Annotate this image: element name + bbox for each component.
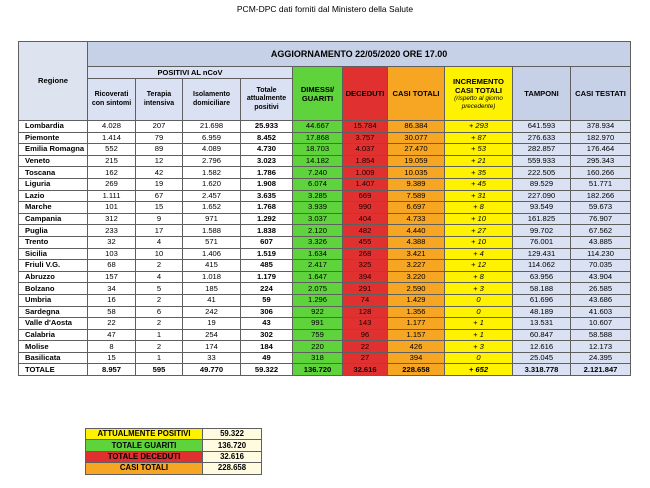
cell-dim: 18.703	[293, 144, 343, 156]
cell-tamp: 93.549	[513, 202, 571, 214]
summary-row	[86, 451, 262, 462]
cell-ric: 1.111	[88, 190, 136, 202]
table-row	[19, 155, 631, 167]
cell-inc: + 3	[445, 283, 513, 295]
cell-dec: 74	[343, 294, 388, 306]
cell-test: 182.970	[571, 132, 631, 144]
cell-ter: 42	[136, 167, 183, 179]
cell-tot: 1.179	[241, 271, 293, 283]
cell-dec: 394	[343, 271, 388, 283]
cell-tot: 59	[241, 294, 293, 306]
cell-iso: 1.652	[183, 202, 241, 214]
cell-test: 10.607	[571, 318, 631, 330]
cell-dec: 268	[343, 248, 388, 260]
cell-test: 2.121.847	[571, 364, 631, 376]
cell-ric: 15	[88, 352, 136, 364]
cell-casi: 4.733	[388, 213, 445, 225]
cell-ter: 2	[136, 341, 183, 353]
cell-tot: 607	[241, 236, 293, 248]
cell-tamp: 114.062	[513, 260, 571, 272]
cell-iso: 185	[183, 283, 241, 295]
table-row	[19, 283, 631, 295]
cell-ter: 5	[136, 283, 183, 295]
cell-ter: 15	[136, 202, 183, 214]
cell-iso: 49.770	[183, 364, 241, 376]
cell-dim: 6.074	[293, 178, 343, 190]
cell-inc: + 1	[445, 318, 513, 330]
cell-test: 43.904	[571, 271, 631, 283]
cell-ter: 207	[136, 121, 183, 133]
region-name: Molise	[19, 341, 88, 353]
cell-dim: 2.417	[293, 260, 343, 272]
cell-casi: 426	[388, 341, 445, 353]
cell-ric: 16	[88, 294, 136, 306]
table-row	[19, 260, 631, 272]
cell-iso: 4.089	[183, 144, 241, 156]
cell-casi: 1.429	[388, 294, 445, 306]
table-row	[19, 318, 631, 330]
cell-ter: 2	[136, 294, 183, 306]
summary-value: 136.720	[203, 440, 262, 451]
region-name: Lombardia	[19, 121, 88, 133]
cell-dim: 14.182	[293, 155, 343, 167]
cell-ric: 4.028	[88, 121, 136, 133]
table-row	[19, 236, 631, 248]
cell-tamp: 13.531	[513, 318, 571, 330]
cell-inc: 0	[445, 352, 513, 364]
cell-casi: 19.059	[388, 155, 445, 167]
cell-tamp: 48.189	[513, 306, 571, 318]
cell-casi: 394	[388, 352, 445, 364]
cell-dec: 3.757	[343, 132, 388, 144]
table-row	[19, 167, 631, 179]
cell-ter: 89	[136, 144, 183, 156]
cell-tot: 1.519	[241, 248, 293, 260]
cell-inc: + 31	[445, 190, 513, 202]
cell-tamp: 227.090	[513, 190, 571, 202]
cell-dim: 3.037	[293, 213, 343, 225]
summary-label: ATTUALMENTE POSITIVI	[86, 429, 203, 440]
cell-ter: 595	[136, 364, 183, 376]
cell-casi: 1.356	[388, 306, 445, 318]
cell-casi: 9.389	[388, 178, 445, 190]
cell-casi: 27.470	[388, 144, 445, 156]
cell-casi: 7.589	[388, 190, 445, 202]
cell-tamp: 276.633	[513, 132, 571, 144]
header-terapia: Terapia intensiva	[136, 79, 183, 121]
cell-tamp: 161.825	[513, 213, 571, 225]
region-name: Campania	[19, 213, 88, 225]
cell-ter: 2	[136, 260, 183, 272]
summary-row	[86, 429, 262, 440]
table-row	[19, 271, 631, 283]
cell-test: 378.934	[571, 121, 631, 133]
cell-iso: 242	[183, 306, 241, 318]
cell-ter: 4	[136, 271, 183, 283]
cell-tamp: 12.616	[513, 341, 571, 353]
cell-dec: 1.009	[343, 167, 388, 179]
header-incremento-label: INCREMENTO CASI TOTALI	[453, 77, 504, 95]
cell-dec: 669	[343, 190, 388, 202]
cell-iso: 2.457	[183, 190, 241, 202]
cell-test: 160.266	[571, 167, 631, 179]
cell-dec: 128	[343, 306, 388, 318]
cell-ric: 68	[88, 260, 136, 272]
cell-tamp: 99.702	[513, 225, 571, 237]
header-incremento-note: (rispetto al giorno precedente)	[454, 95, 503, 110]
cell-casi: 4.440	[388, 225, 445, 237]
region-name: Friuli V.G.	[19, 260, 88, 272]
region-name: Toscana	[19, 167, 88, 179]
cell-test: 76.907	[571, 213, 631, 225]
table-row	[19, 294, 631, 306]
cell-ric: 58	[88, 306, 136, 318]
cell-tot: 306	[241, 306, 293, 318]
cell-tot: 3.635	[241, 190, 293, 202]
cell-dim: 220	[293, 341, 343, 353]
cell-casi: 6.697	[388, 202, 445, 214]
cell-casi: 1.177	[388, 318, 445, 330]
header-casi-totali: CASI TOTALI	[388, 67, 445, 121]
cell-dim: 1.296	[293, 294, 343, 306]
cell-ter: 1	[136, 352, 183, 364]
page-title: PCM-DPC dati forniti dal Ministero della Salute	[236, 4, 414, 14]
cell-dec: 1.407	[343, 178, 388, 190]
table-row	[19, 329, 631, 341]
cell-inc: + 8	[445, 202, 513, 214]
cell-test: 67.562	[571, 225, 631, 237]
table-row	[19, 248, 631, 260]
region-name: Calabria	[19, 329, 88, 341]
cell-ter: 79	[136, 132, 183, 144]
header-casi-testati: CASI TESTATI	[571, 67, 631, 121]
cell-dim: 3.326	[293, 236, 343, 248]
cell-tot: 1.838	[241, 225, 293, 237]
cell-dim: 44.667	[293, 121, 343, 133]
cell-ter: 12	[136, 155, 183, 167]
summary-row	[86, 463, 262, 474]
cell-iso: 1.406	[183, 248, 241, 260]
cell-iso: 2.796	[183, 155, 241, 167]
cell-tamp: 89.529	[513, 178, 571, 190]
cell-tot: 4.730	[241, 144, 293, 156]
summary-label: TOTALE DECEDUTI	[86, 451, 203, 462]
cell-inc: + 652	[445, 364, 513, 376]
cell-inc: + 4	[445, 248, 513, 260]
cell-ric: 215	[88, 155, 136, 167]
cell-test: 176.464	[571, 144, 631, 156]
cell-iso: 1.588	[183, 225, 241, 237]
table-row	[19, 341, 631, 353]
cell-dec: 325	[343, 260, 388, 272]
cell-ric: 552	[88, 144, 136, 156]
table-row	[19, 213, 631, 225]
cell-dim: 3.939	[293, 202, 343, 214]
cell-dec: 404	[343, 213, 388, 225]
cell-ter: 2	[136, 318, 183, 330]
region-name: Valle d'Aosta	[19, 318, 88, 330]
cell-dec: 27	[343, 352, 388, 364]
cell-iso: 41	[183, 294, 241, 306]
cell-casi: 10.035	[388, 167, 445, 179]
cell-ric: 8	[88, 341, 136, 353]
cell-iso: 415	[183, 260, 241, 272]
cell-ric: 34	[88, 283, 136, 295]
region-name: Emilia Romagna	[19, 144, 88, 156]
cell-dec: 482	[343, 225, 388, 237]
cell-inc: + 27	[445, 225, 513, 237]
cell-ter: 6	[136, 306, 183, 318]
table-row	[19, 121, 631, 133]
cell-tot: 59.322	[241, 364, 293, 376]
region-name: Bolzano	[19, 283, 88, 295]
cell-iso: 6.959	[183, 132, 241, 144]
cell-dim: 991	[293, 318, 343, 330]
cell-ric: 269	[88, 178, 136, 190]
summary-label: TOTALE GUARITI	[86, 440, 203, 451]
cell-iso: 174	[183, 341, 241, 353]
cell-dec: 1.854	[343, 155, 388, 167]
cell-inc: + 3	[445, 341, 513, 353]
table-row	[19, 225, 631, 237]
cell-dec: 32.616	[343, 364, 388, 376]
cell-tot: 25.933	[241, 121, 293, 133]
cell-inc: + 293	[445, 121, 513, 133]
cell-test: 295.343	[571, 155, 631, 167]
region-name: Veneto	[19, 155, 88, 167]
cell-tamp: 58.188	[513, 283, 571, 295]
cell-dim: 7.240	[293, 167, 343, 179]
region-name: Trento	[19, 236, 88, 248]
cell-tot: 1.908	[241, 178, 293, 190]
summary-value: 32.616	[203, 451, 262, 462]
cell-tot: 485	[241, 260, 293, 272]
table-row	[19, 306, 631, 318]
cell-test: 59.673	[571, 202, 631, 214]
region-name: Sardegna	[19, 306, 88, 318]
cell-dim: 2.120	[293, 225, 343, 237]
cell-ric: 22	[88, 318, 136, 330]
cell-iso: 971	[183, 213, 241, 225]
cell-tamp: 222.505	[513, 167, 571, 179]
cell-tamp: 60.847	[513, 329, 571, 341]
table-row	[19, 352, 631, 364]
cell-test: 70.035	[571, 260, 631, 272]
cell-tot: 184	[241, 341, 293, 353]
cell-iso: 33	[183, 352, 241, 364]
cell-iso: 1.582	[183, 167, 241, 179]
cell-dim: 759	[293, 329, 343, 341]
cell-ter: 10	[136, 248, 183, 260]
cell-tot: 49	[241, 352, 293, 364]
cell-inc: + 21	[445, 155, 513, 167]
summary-row	[86, 440, 262, 451]
table-row	[19, 190, 631, 202]
cell-iso: 1.620	[183, 178, 241, 190]
cell-ter: 1	[136, 329, 183, 341]
cell-dim: 1.647	[293, 271, 343, 283]
cell-casi: 1.157	[388, 329, 445, 341]
cell-tamp: 282.857	[513, 144, 571, 156]
header-incremento	[445, 67, 513, 121]
region-name: Marche	[19, 202, 88, 214]
region-name: Basilicata	[19, 352, 88, 364]
cell-tot: 8.452	[241, 132, 293, 144]
cell-test: 26.585	[571, 283, 631, 295]
cell-tot: 302	[241, 329, 293, 341]
cell-casi: 30.077	[388, 132, 445, 144]
header-isolamento: Isolamento domiciliare	[183, 79, 241, 121]
cell-ric: 8.957	[88, 364, 136, 376]
cell-casi: 3.220	[388, 271, 445, 283]
region-name: Umbria	[19, 294, 88, 306]
region-name: Puglia	[19, 225, 88, 237]
table-row	[19, 132, 631, 144]
cell-inc: + 1	[445, 329, 513, 341]
region-name: Liguria	[19, 178, 88, 190]
cell-inc: + 45	[445, 178, 513, 190]
cell-ric: 101	[88, 202, 136, 214]
cell-tamp: 63.956	[513, 271, 571, 283]
cell-casi: 3.421	[388, 248, 445, 260]
covid-data-table	[18, 41, 631, 376]
summary-value: 59.322	[203, 429, 262, 440]
cell-inc: + 8	[445, 271, 513, 283]
cell-iso: 1.018	[183, 271, 241, 283]
cell-test: 43.885	[571, 236, 631, 248]
cell-test: 114.230	[571, 248, 631, 260]
cell-tot: 224	[241, 283, 293, 295]
cell-iso: 254	[183, 329, 241, 341]
summary-value: 228.658	[203, 463, 262, 474]
cell-casi: 4.388	[388, 236, 445, 248]
cell-casi: 3.227	[388, 260, 445, 272]
cell-dim: 3.285	[293, 190, 343, 202]
cell-ric: 233	[88, 225, 136, 237]
cell-dec: 990	[343, 202, 388, 214]
cell-inc: 0	[445, 294, 513, 306]
cell-test: 12.173	[571, 341, 631, 353]
cell-test: 24.395	[571, 352, 631, 364]
table-row	[19, 202, 631, 214]
cell-ter: 9	[136, 213, 183, 225]
table-body	[19, 121, 631, 376]
cell-casi: 228.658	[388, 364, 445, 376]
region-name: TOTALE	[19, 364, 88, 376]
cell-casi: 2.590	[388, 283, 445, 295]
cell-inc: + 35	[445, 167, 513, 179]
cell-tot: 43	[241, 318, 293, 330]
cell-test: 51.771	[571, 178, 631, 190]
cell-inc: + 10	[445, 213, 513, 225]
region-name: Sicilia	[19, 248, 88, 260]
table-row	[19, 178, 631, 190]
header-positivi: POSITIVI AL nCoV	[88, 67, 293, 79]
cell-tamp: 61.696	[513, 294, 571, 306]
cell-ric: 1.414	[88, 132, 136, 144]
cell-test: 58.588	[571, 329, 631, 341]
cell-tot: 1.292	[241, 213, 293, 225]
cell-dim: 2.075	[293, 283, 343, 295]
cell-ric: 162	[88, 167, 136, 179]
cell-ter: 19	[136, 178, 183, 190]
cell-dim: 17.868	[293, 132, 343, 144]
cell-tamp: 3.318.778	[513, 364, 571, 376]
cell-dec: 143	[343, 318, 388, 330]
cell-dec: 15.784	[343, 121, 388, 133]
cell-tamp: 129.431	[513, 248, 571, 260]
cell-ter: 67	[136, 190, 183, 202]
cell-tamp: 76.001	[513, 236, 571, 248]
cell-tot: 1.786	[241, 167, 293, 179]
cell-dec: 96	[343, 329, 388, 341]
cell-dim: 922	[293, 306, 343, 318]
cell-dim: 318	[293, 352, 343, 364]
header-update: AGGIORNAMENTO 22/05/2020 ORE 17.00	[88, 42, 631, 67]
cell-test: 182.266	[571, 190, 631, 202]
summary-table	[85, 428, 262, 475]
header-regione: Regione	[19, 42, 88, 121]
cell-ter: 4	[136, 236, 183, 248]
cell-inc: + 12	[445, 260, 513, 272]
cell-dim: 136.720	[293, 364, 343, 376]
cell-ter: 17	[136, 225, 183, 237]
cell-dec: 291	[343, 283, 388, 295]
header-dimessi: DIMESSI/ GUARITI	[293, 67, 343, 121]
cell-ric: 32	[88, 236, 136, 248]
header-totale-positivi: Totale attualmente positivi	[241, 79, 293, 121]
region-name: Abruzzo	[19, 271, 88, 283]
cell-tot: 1.768	[241, 202, 293, 214]
cell-iso: 21.698	[183, 121, 241, 133]
header-ricoverati: Ricoverati con sintomi	[88, 79, 136, 121]
summary-label: CASI TOTALI	[86, 463, 203, 474]
cell-inc: + 10	[445, 236, 513, 248]
table-row	[19, 144, 631, 156]
cell-ric: 157	[88, 271, 136, 283]
cell-test: 41.603	[571, 306, 631, 318]
cell-inc: + 87	[445, 132, 513, 144]
header-tamponi: TAMPONI	[513, 67, 571, 121]
cell-iso: 571	[183, 236, 241, 248]
cell-dec: 455	[343, 236, 388, 248]
cell-tamp: 25.045	[513, 352, 571, 364]
cell-ric: 47	[88, 329, 136, 341]
region-name: Lazio	[19, 190, 88, 202]
cell-ric: 103	[88, 248, 136, 260]
cell-dim: 1.634	[293, 248, 343, 260]
cell-casi: 86.384	[388, 121, 445, 133]
header-deceduti: DECEDUTI	[343, 67, 388, 121]
cell-iso: 19	[183, 318, 241, 330]
region-name: Piemonte	[19, 132, 88, 144]
totals-row	[19, 364, 631, 376]
cell-tot: 3.023	[241, 155, 293, 167]
cell-tamp: 559.933	[513, 155, 571, 167]
cell-inc: + 53	[445, 144, 513, 156]
cell-tamp: 641.593	[513, 121, 571, 133]
cell-ric: 312	[88, 213, 136, 225]
cell-inc: 0	[445, 306, 513, 318]
cell-dec: 4.037	[343, 144, 388, 156]
cell-dec: 22	[343, 341, 388, 353]
cell-test: 43.686	[571, 294, 631, 306]
